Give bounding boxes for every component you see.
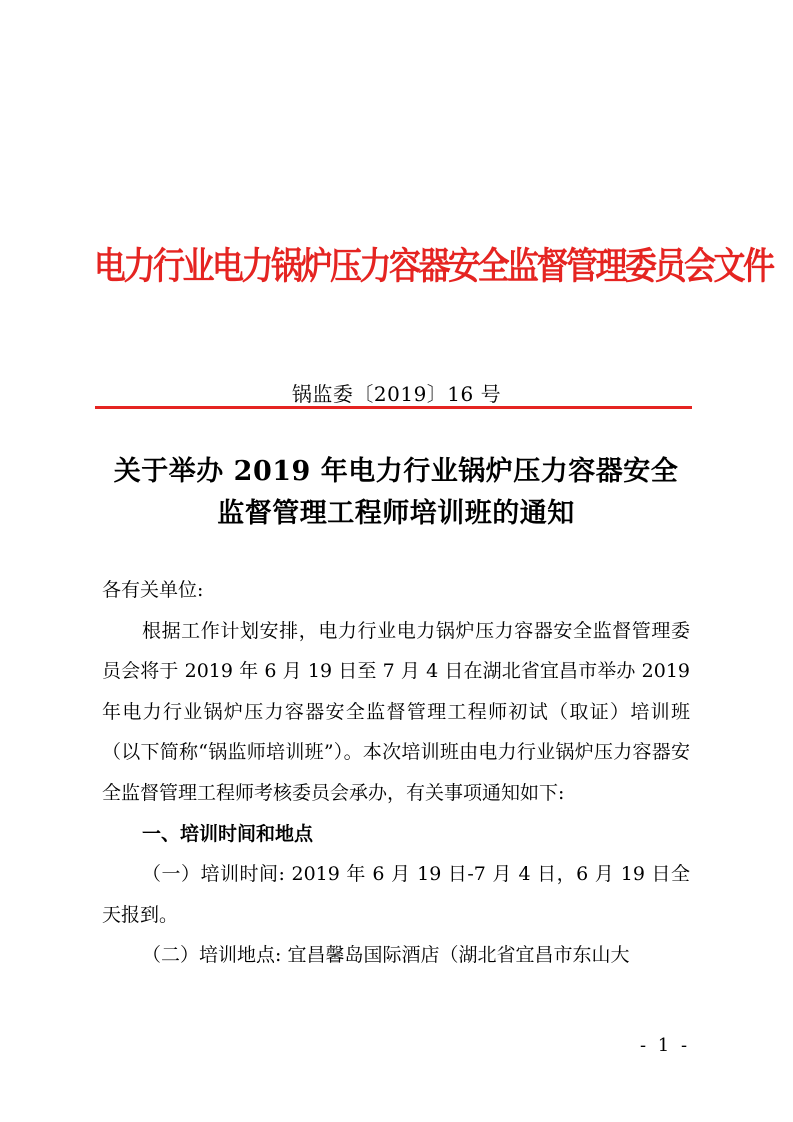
document-number: 锅监委〔2019〕16 号 — [291, 382, 502, 406]
notice-title-line-1: 关于举办 2019 年电力行业锅炉压力容器安全 — [113, 456, 679, 487]
page-number: - 1 - — [640, 1035, 691, 1056]
notice-body — [102, 570, 690, 976]
intro-paragraph: 根据工作计划安排，电力行业电力锅炉压力容器安全监督管理委员会将于 2019 年 6 月 19 日至 7 月 4 日在湖北省宜昌市举办 2019 年电力行业锅炉压力容器安全监督管理工程师初试（取证）培训班（以下简称“锅监师培训班”）。本次培训班由电力行业锅炉压力容器安全监督管理工程师考核委员会承办，有关事项通知如下: — [102, 619, 690, 804]
salutation: 各有关单位: — [102, 579, 204, 601]
training-location-item: （二）培训地点: 宜昌馨岛国际酒店（湖北省宜昌市东山大 — [142, 944, 630, 967]
red-divider — [95, 406, 692, 409]
issuer-header: 电力行业电力锅炉压力容器安全监督管理委员会文件 — [94, 245, 773, 287]
notice-title-line-2: 监督管理工程师培训班的通知 — [217, 498, 575, 529]
section-heading-1: 一、培训时间和地点 — [142, 822, 314, 845]
training-time-item: （一）培训时间: 2019 年 6 月 19 日-7 月 4 日，6 月 19 日全天报到。 — [102, 863, 690, 926]
notice-title — [96, 451, 696, 535]
